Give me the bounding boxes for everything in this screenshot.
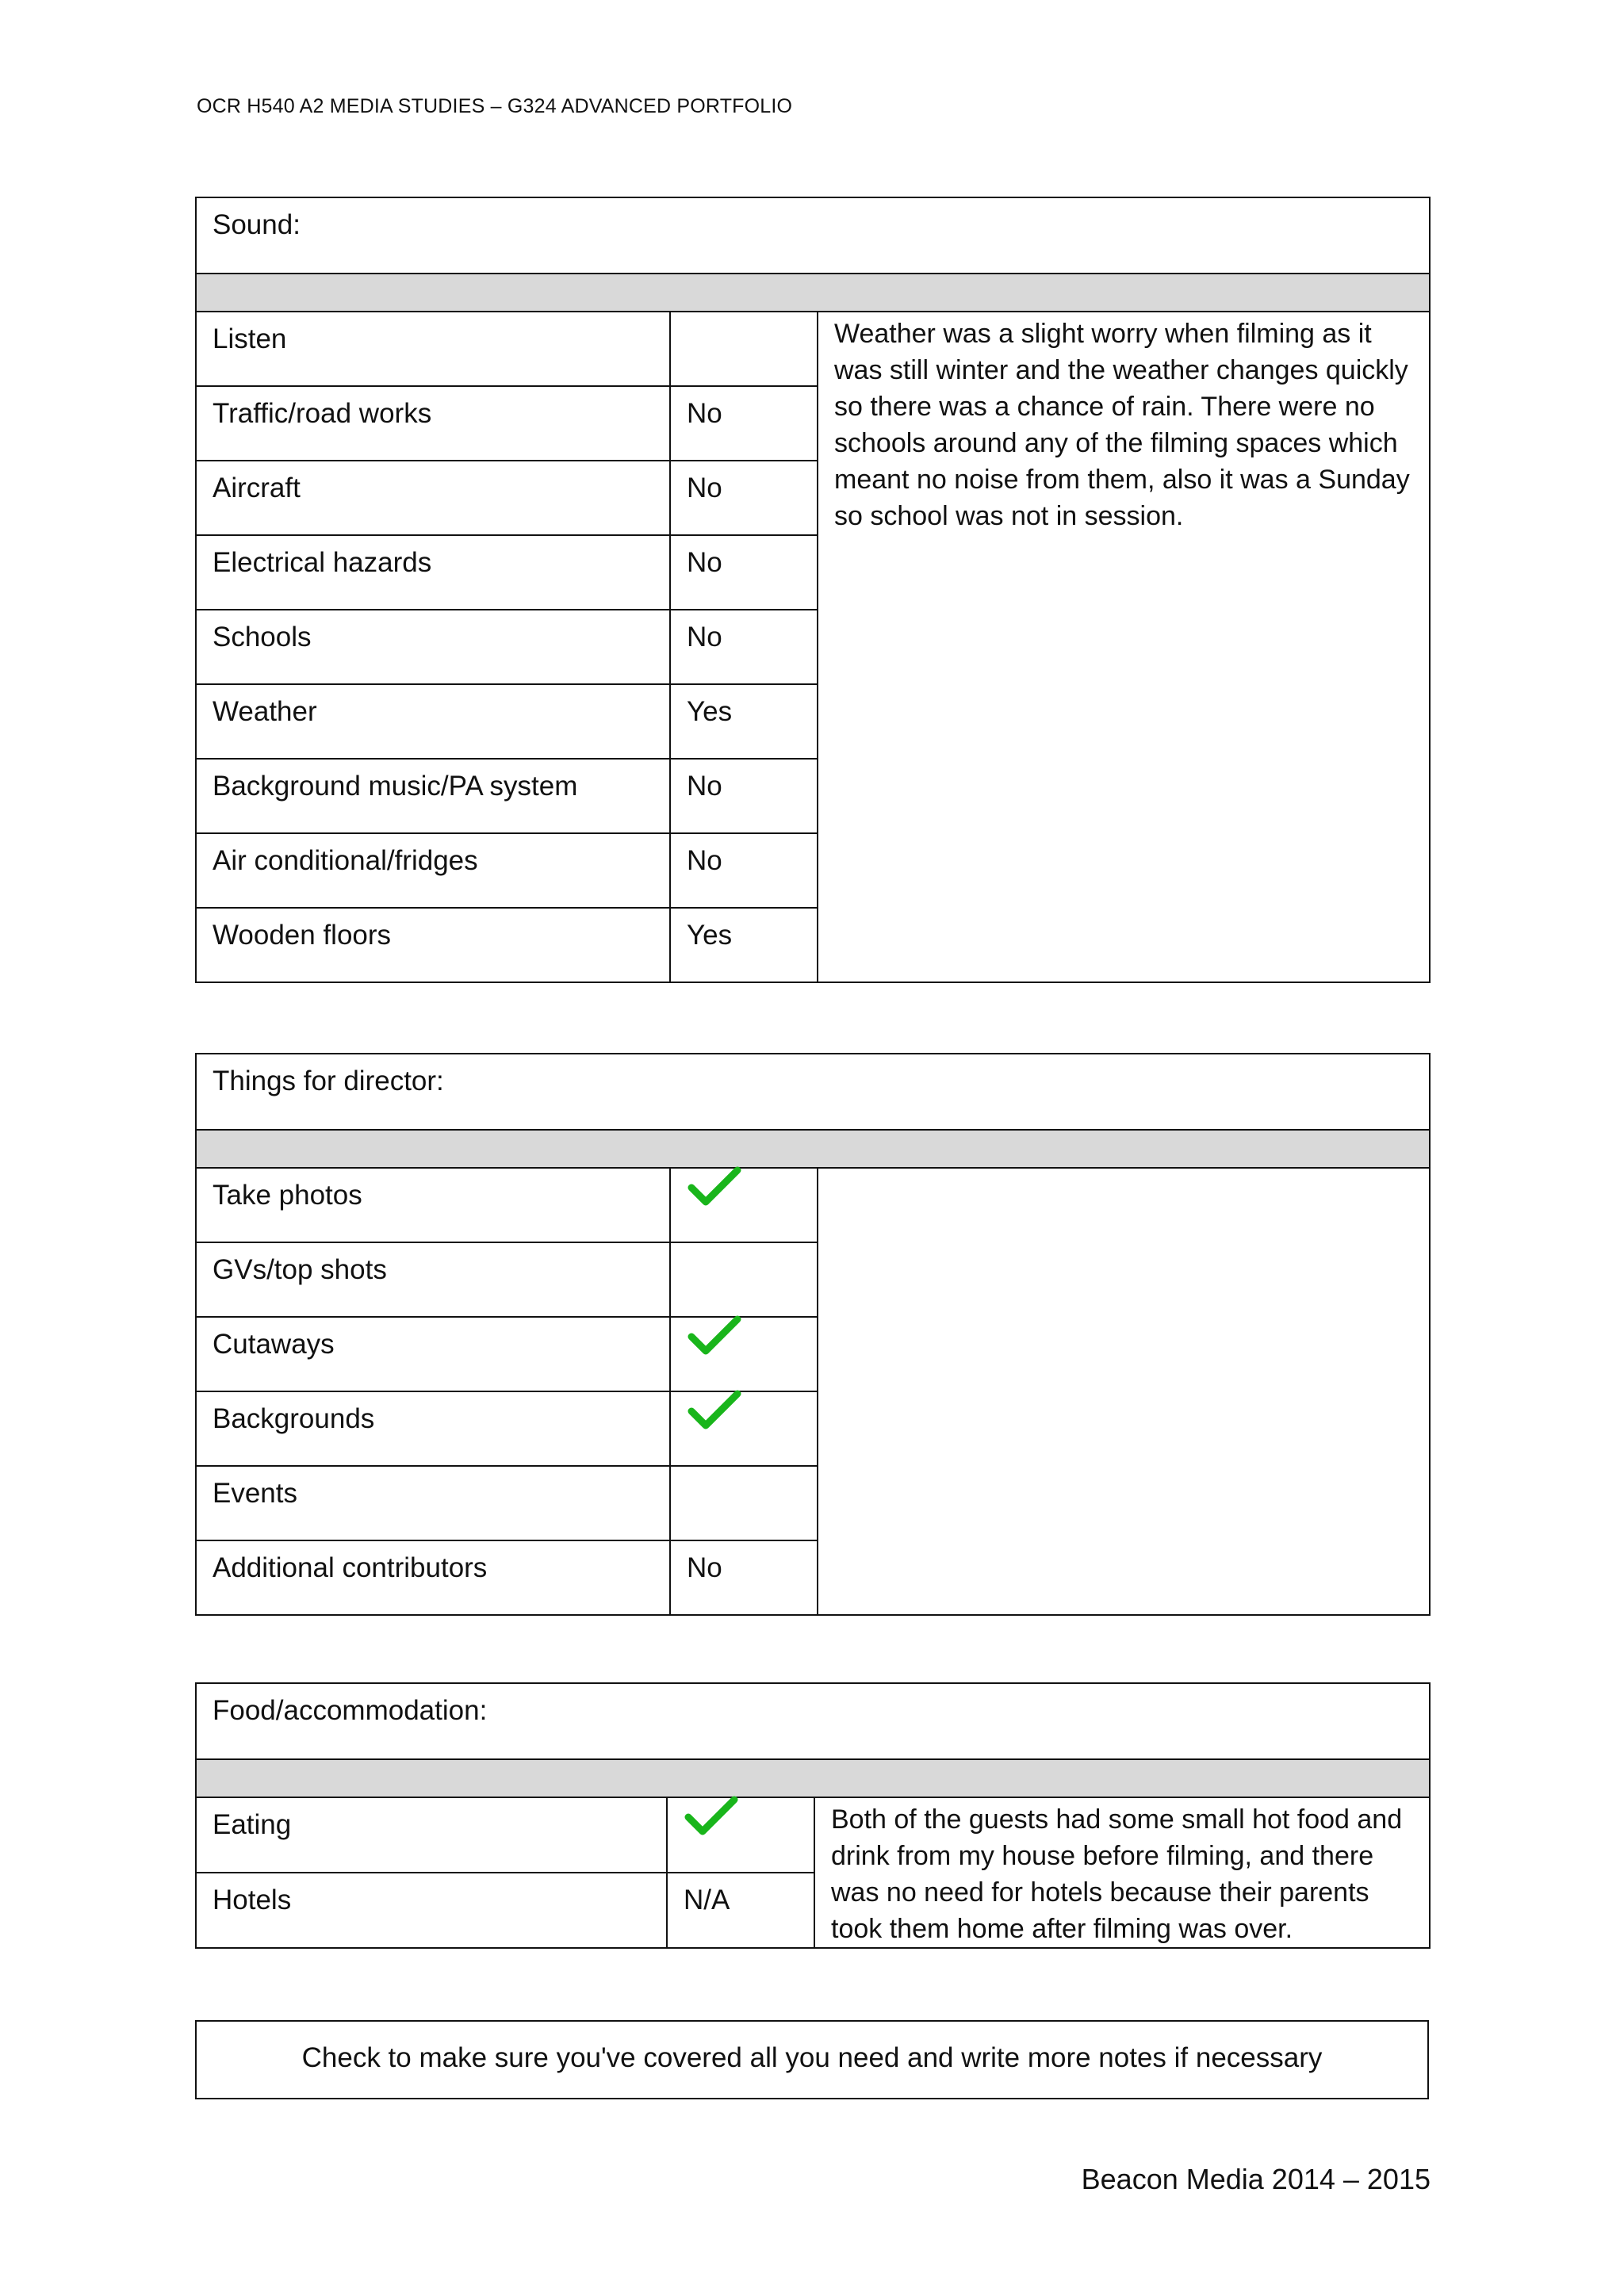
- row-value[interactable]: N/A: [667, 1873, 814, 1948]
- director-title: Things for director:: [196, 1054, 1430, 1130]
- row-value[interactable]: No: [670, 833, 818, 908]
- sound-header-band: [196, 274, 1430, 312]
- row-label: Weather: [196, 684, 670, 759]
- row-value[interactable]: No: [670, 759, 818, 833]
- row-label: GVs/top shots: [196, 1242, 670, 1317]
- row-value[interactable]: No: [670, 386, 818, 461]
- director-notes[interactable]: [818, 1168, 1430, 1615]
- row-label: Cutaways: [196, 1317, 670, 1391]
- row-label: Background music/PA system: [196, 759, 670, 833]
- page-header: OCR H540 A2 MEDIA STUDIES – G324 ADVANCED PORTFOLIO: [197, 95, 793, 117]
- row-value[interactable]: Yes: [670, 684, 818, 759]
- check-note-box: Check to make sure you've covered all you need and write more notes if necessary: [195, 2020, 1429, 2099]
- food-title: Food/accommodation:: [196, 1683, 1430, 1759]
- row-label: Air conditional/fridges: [196, 833, 670, 908]
- food-notes[interactable]: Both of the guests had some small hot food and drink from my house before filming, and there was no need for hotels because their parents took them home after filming was over.: [814, 1797, 1430, 1948]
- director-table: [195, 1053, 1431, 1616]
- row-value[interactable]: [670, 1242, 818, 1317]
- sound-table: [195, 197, 1431, 983]
- row-label: Wooden floors: [196, 908, 670, 982]
- row-value[interactable]: No: [670, 610, 818, 684]
- check-mark-icon: [687, 1314, 742, 1356]
- row-value[interactable]: [670, 1391, 818, 1466]
- row-value[interactable]: No: [670, 535, 818, 610]
- sound-title: Sound:: [196, 197, 1430, 274]
- row-value[interactable]: No: [670, 461, 818, 535]
- check-mark-icon: [684, 1795, 739, 1836]
- row-value[interactable]: [667, 1797, 814, 1873]
- row-label: Listen: [196, 312, 670, 386]
- food-table: [195, 1682, 1431, 1949]
- sound-notes[interactable]: Weather was a slight worry when filming as it was still winter and the weather changes quickly so there was a chance of rain. There were no schools around any of the filming spaces which meant no noise from them, also it was a Sunday so school was not in session.: [818, 312, 1430, 982]
- row-label: Backgrounds: [196, 1391, 670, 1466]
- food-header-band: [196, 1759, 1430, 1797]
- row-label: Take photos: [196, 1168, 670, 1242]
- table-row: [196, 312, 1430, 386]
- row-label: Traffic/road works: [196, 386, 670, 461]
- row-value[interactable]: No: [670, 1540, 818, 1615]
- row-label: Electrical hazards: [196, 535, 670, 610]
- table-row: [196, 1168, 1430, 1242]
- row-label: Events: [196, 1466, 670, 1540]
- row-label: Eating: [196, 1797, 667, 1873]
- director-header-band: [196, 1130, 1430, 1168]
- row-label: Additional contributors: [196, 1540, 670, 1615]
- row-label: Hotels: [196, 1873, 667, 1948]
- row-label: Aircraft: [196, 461, 670, 535]
- row-label: Schools: [196, 610, 670, 684]
- row-value[interactable]: [670, 1317, 818, 1391]
- check-mark-icon: [687, 1165, 742, 1207]
- row-value[interactable]: Yes: [670, 908, 818, 982]
- row-value[interactable]: [670, 1466, 818, 1540]
- row-value[interactable]: [670, 1168, 818, 1242]
- table-row: [196, 1797, 1430, 1873]
- page-footer: Beacon Media 2014 – 2015: [1081, 2163, 1431, 2195]
- row-value[interactable]: [670, 312, 818, 386]
- check-mark-icon: [687, 1389, 742, 1430]
